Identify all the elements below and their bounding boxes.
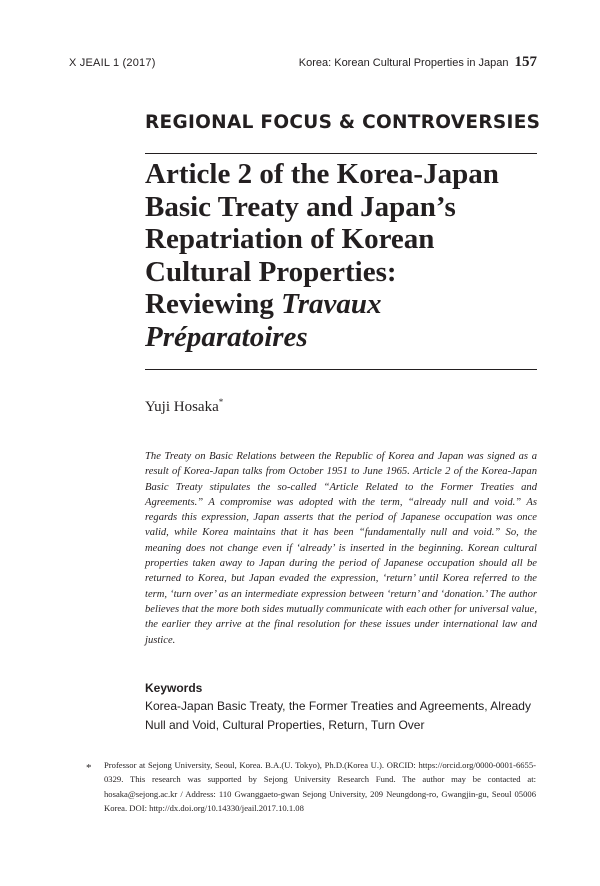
running-header [299, 54, 537, 71]
article-title [145, 158, 545, 353]
title-line: Cultural Properties: [145, 255, 397, 288]
page-number: 157 [514, 54, 537, 70]
author-footnote-marker: * [218, 397, 224, 407]
title-line: Repatriation of Korean [145, 223, 435, 255]
author [145, 397, 223, 416]
section-label: REGIONAL FOCUS & CONTROVERSIES [145, 112, 541, 133]
title-bottom-rule [145, 369, 537, 370]
footnote-text: Professor at Sejong University, Seoul, Korea. B.A.(U. Tokyo), Ph.D.(Korea U.). ORCID: https://orcid.org/0000-0001-6655-0329. This research was supported by Sejong University Research Fund. The author may be contacted at: hosaka@sejong.ac.kr / Address: 110 Gwanggaeto-gwan Sejong University, 209 Neungdong-ro, Gwangjin-gu, Seoul 05006 Korea. DOI: http://dx.doi.org/10.14330/jeail.2017.10.1.08 [104, 760, 536, 813]
footnote-marker: * [86, 762, 92, 774]
title-line-italic: Préparatoires [145, 320, 308, 353]
title-line-plain: Reviewing [145, 288, 282, 320]
author-name: Yuji Hosaka [145, 399, 219, 415]
title-line: Basic Treaty and Japan’s [145, 190, 456, 223]
title-line [145, 321, 545, 354]
running-header-title: Korea: Korean Cultural Properties in Japan [298, 57, 509, 69]
title-top-rule [145, 153, 537, 154]
title-line-italic: Travaux [281, 288, 382, 320]
keywords-text: Korea-Japan Basic Treaty, the Former Treaties and Agreements, Already Null and Void, Cultural Properties, Return, Turn Over [145, 699, 531, 732]
abstract: The Treaty on Basic Relations between the Republic of Korea and Japan was signed as a result of Korea-Japan talks from October 1951 to June 1965. Article 2 of the Korea-Japan Basic Treaty stipulates the so-called “Article Related to the Former Treaties and Agreements.” A compromise was adopted with the term, “already null and void.” As regards this expression, Japan asserts that the period of Japanese occupation was once valid, while Korea maintains that it has been “fundamentally null and void.” So, the meaning does not change even if ‘already’ is inserted in the beginning. Korean cultural properties taken away to Japan during the period of Japanese occupation should all be returned to Korea, but Japan evaded the expression, ‘return’ until Korea referred to the term, ‘turn over’ as an intermediate expression between ‘return’ and ‘donation.’ The author believes that the more both sides mutually communicate with each other for universal value, the earlier they arrive at the final resolution for these issues under international law and justice. [145, 451, 537, 646]
running-header-journal: X JEAIL 1 (2017) [69, 57, 156, 69]
keywords-heading: Keywords [145, 681, 203, 695]
title-line: Article 2 of the Korea-Japan [145, 158, 499, 190]
title-line [145, 288, 545, 321]
